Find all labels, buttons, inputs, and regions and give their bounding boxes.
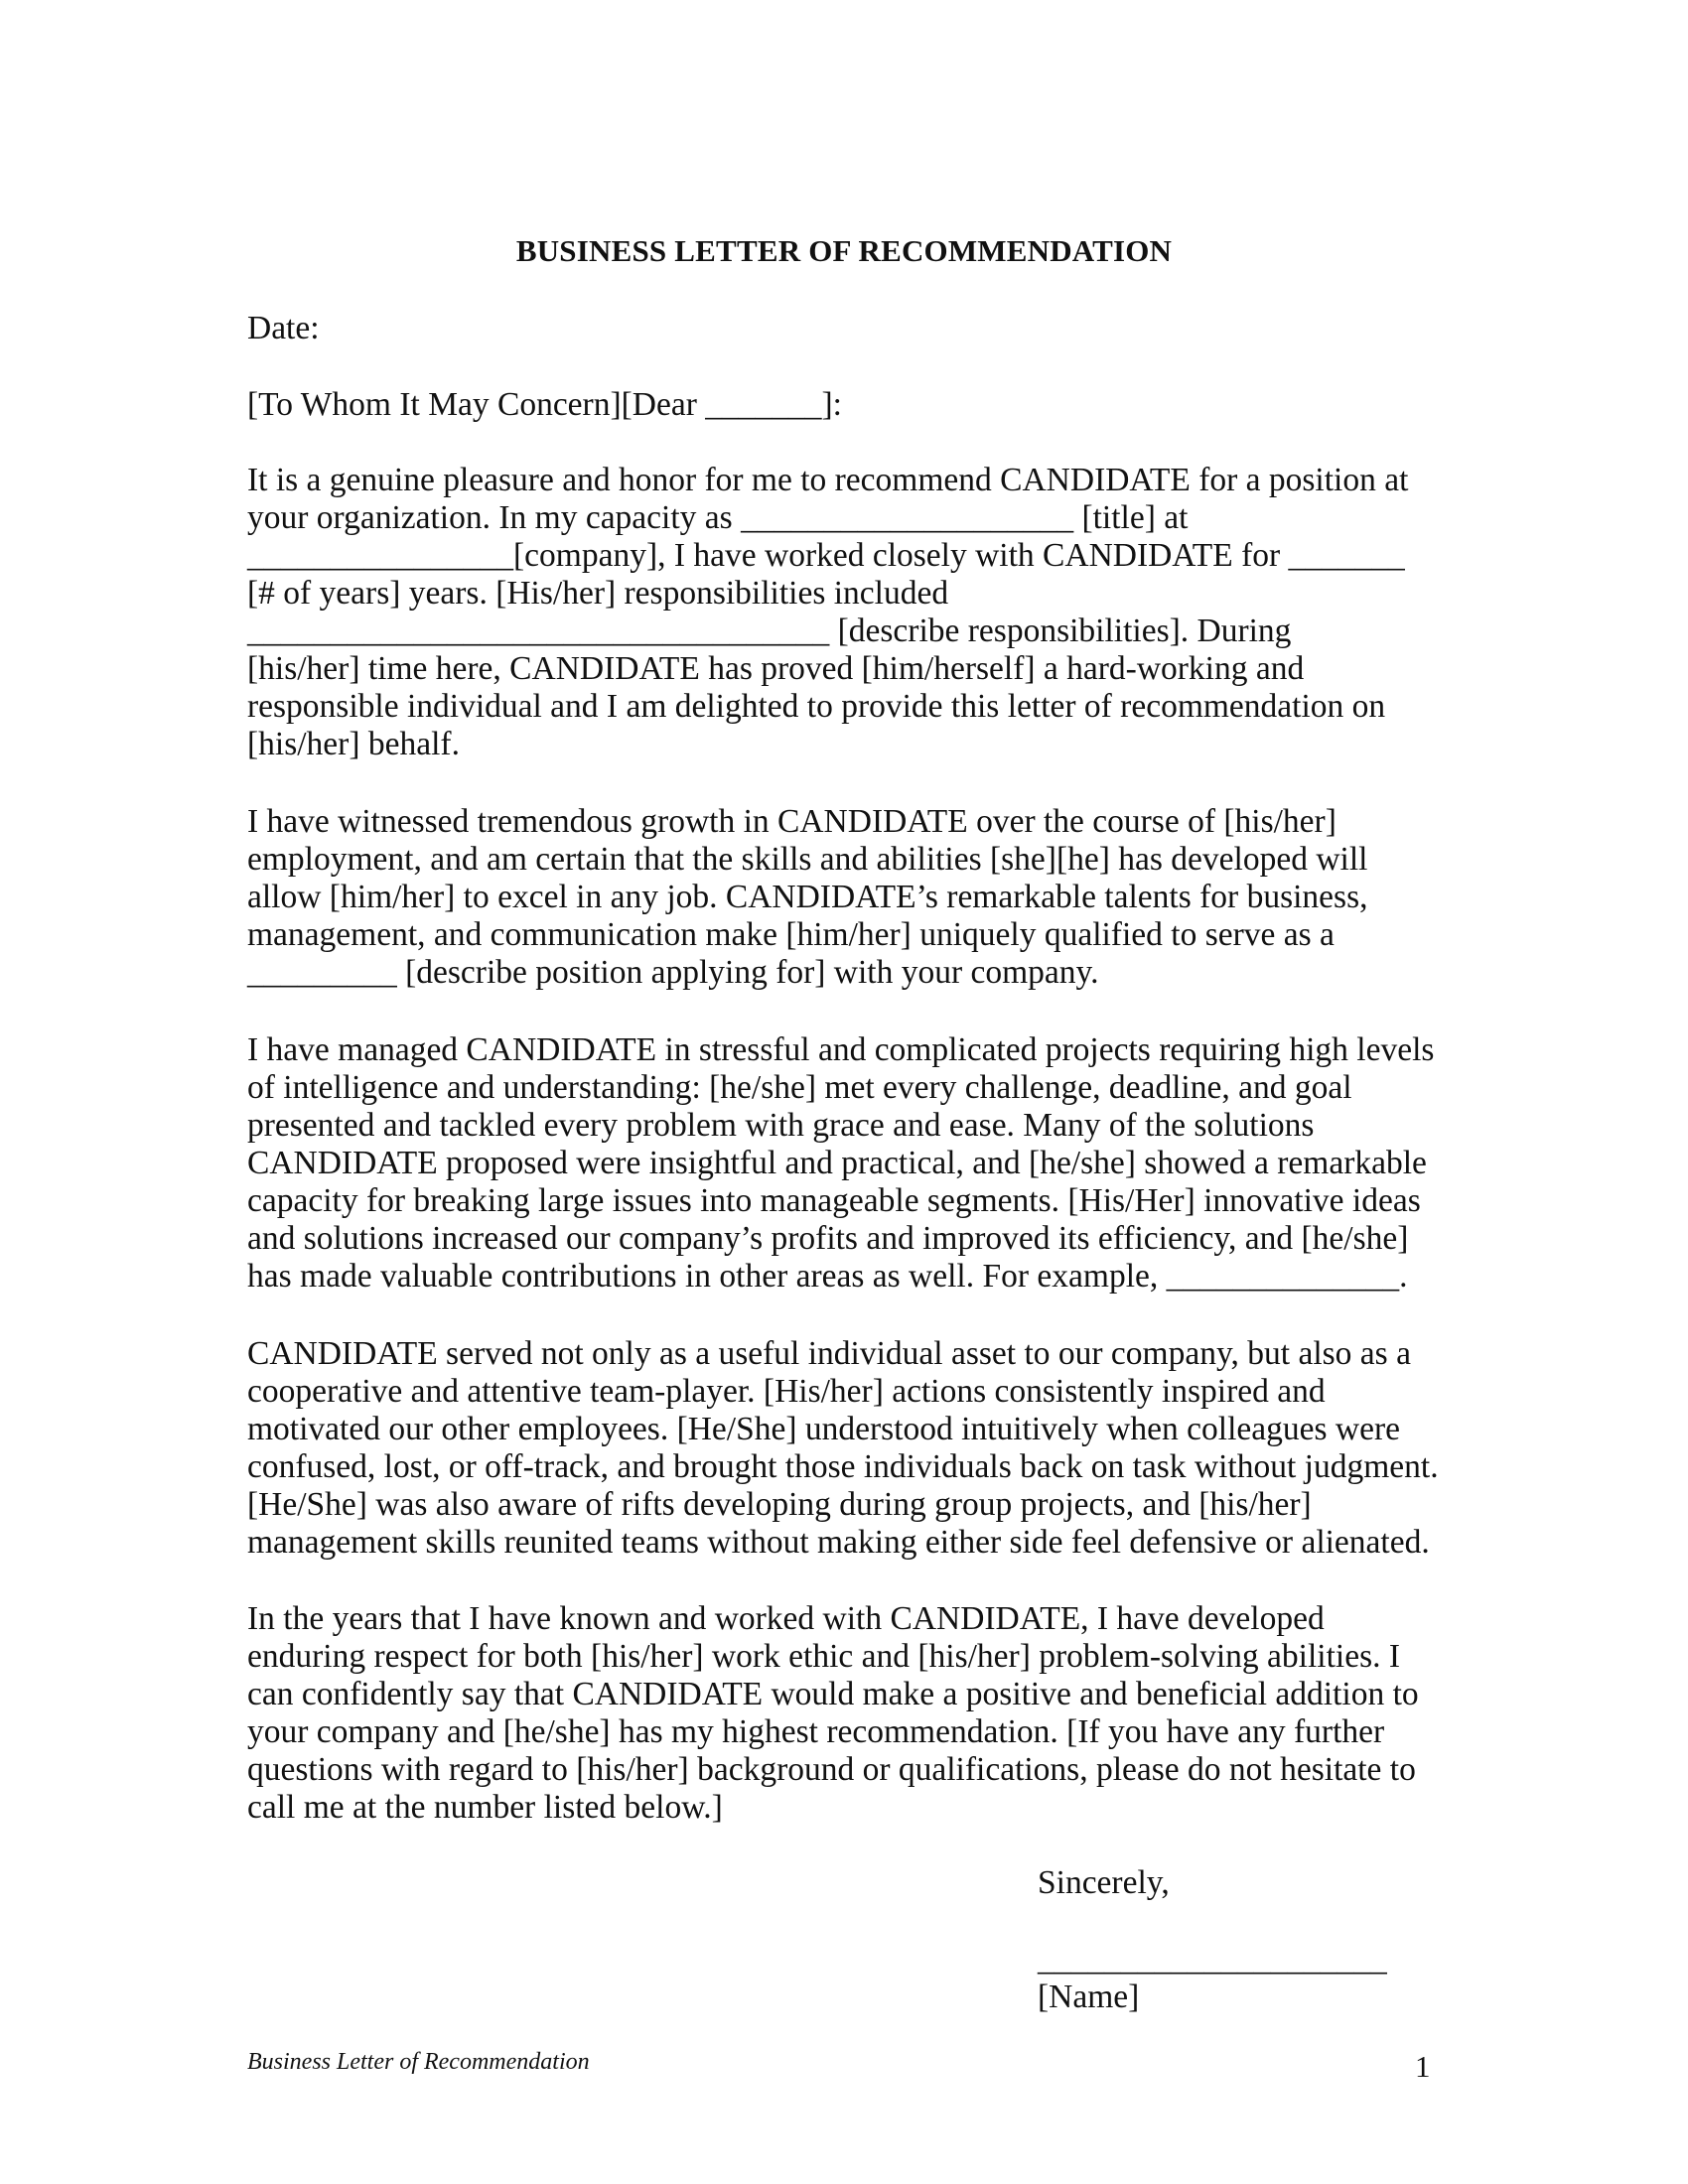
signature-line: _____________________ — [1038, 1941, 1387, 1978]
text-line: has made valuable contributions in other areas as well. For example, ______________. — [247, 1258, 1408, 1295]
text-line: I have witnessed tremendous growth in CANDIDATE over the course of [his/her] — [247, 803, 1336, 840]
text-line: capacity for breaking large issues into manageable segments. [His/Her] innovative ideas — [247, 1182, 1421, 1219]
text-line: enduring respect for both [his/her] work ethic and [his/her] problem-solving abilities. I — [247, 1638, 1401, 1675]
text-line: [# of years] years. [His/her] responsibilities included — [247, 575, 949, 612]
text-line: CANDIDATE served not only as a useful individual asset to our company, but also as a — [247, 1335, 1411, 1372]
date-label: Date: — [247, 310, 320, 346]
paragraph-conclusion — [247, 1600, 1469, 1827]
text-line: management, and communication make [him/her] uniquely qualified to serve as a — [247, 916, 1335, 953]
text-line: confused, lost, or off-track, and brought those individuals back on task without judgment. — [247, 1448, 1439, 1485]
text-line: questions with regard to [his/her] background or qualifications, please do not hesitate to — [247, 1751, 1416, 1788]
text-line: [his/her] behalf. — [247, 726, 460, 762]
paragraph-projects — [247, 1031, 1469, 1296]
paragraph-teamwork — [247, 1335, 1469, 1562]
closing-sincerely: Sincerely, — [1038, 1864, 1170, 1901]
text-line: cooperative and attentive team-player. [His/her] actions consistently inspired and — [247, 1373, 1326, 1410]
footer-title: Business Letter of Recommendation — [247, 2049, 590, 2075]
paragraph-intro — [247, 462, 1469, 763]
text-line: responsible individual and I am delighted to provide this letter of recommendation on — [247, 688, 1386, 725]
text-line: presented and tackled every problem with grace and ease. Many of the solutions — [247, 1107, 1315, 1144]
document-title: BUSINESS LETTER OF RECOMMENDATION — [515, 233, 1173, 268]
signer-name: [Name] — [1038, 1979, 1140, 2015]
text-line: employment, and am certain that the skills and abilities [she][he] has developed will — [247, 841, 1368, 878]
text-line: It is a genuine pleasure and honor for me to recommend CANDIDATE for a position at — [247, 462, 1409, 498]
text-line: allow [him/her] to excel in any job. CANDIDATE’s remarkable talents for business, — [247, 879, 1368, 915]
text-line: call me at the number listed below.] — [247, 1789, 723, 1826]
text-line: of intelligence and understanding: [he/she] met every challenge, deadline, and goal — [247, 1069, 1352, 1106]
text-line: motivated our other employees. [He/She] understood intuitively when colleagues were — [247, 1411, 1401, 1447]
text-line: [He/She] was also aware of rifts developing during group projects, and [his/her] — [247, 1486, 1312, 1523]
text-line: In the years that I have known and worked with CANDIDATE, I have developed — [247, 1600, 1325, 1637]
text-line: I have managed CANDIDATE in stressful and complicated projects requiring high levels — [247, 1031, 1435, 1068]
text-line: and solutions increased our company’s profits and improved its efficiency, and [he/she] — [247, 1220, 1409, 1257]
page-number: 1 — [1415, 2049, 1431, 2084]
text-line: your company and [he/she] has my highest recommendation. [If you have any further — [247, 1713, 1385, 1750]
salutation: [To Whom It May Concern][Dear _______]: — [247, 386, 842, 423]
text-line: can confidently say that CANDIDATE would make a positive and beneficial addition to — [247, 1676, 1419, 1712]
paragraph-growth — [247, 803, 1469, 992]
text-line: _________ [describe position applying for] with your company. — [247, 954, 1099, 991]
text-line: management skills reunited teams without making either side feel defensive or alienated. — [247, 1524, 1430, 1561]
text-line: CANDIDATE proposed were insightful and practical, and [he/she] showed a remarkable — [247, 1145, 1427, 1181]
text-line: your organization. In my capacity as ____________________ [title] at — [247, 499, 1189, 536]
text-line: [his/her] time here, CANDIDATE has proved [him/herself] a hard-working and — [247, 650, 1305, 687]
text-line: ________________[company], I have worked closely with CANDIDATE for _______ — [247, 537, 1405, 574]
text-line: ___________________________________ [describe responsibilities]. During — [247, 613, 1292, 649]
